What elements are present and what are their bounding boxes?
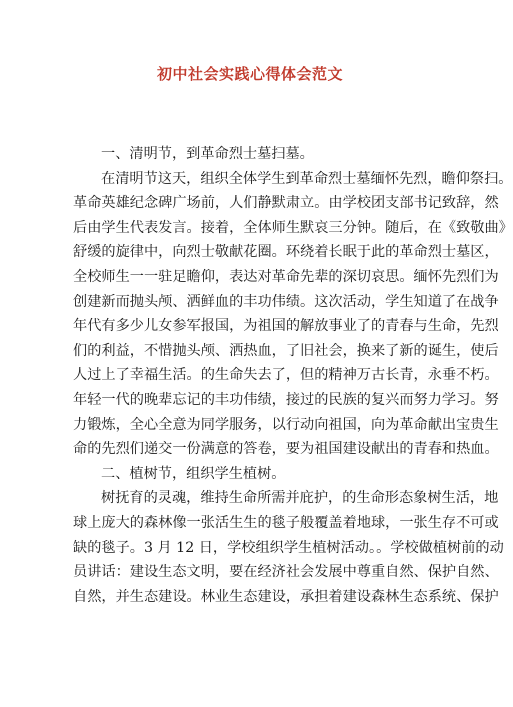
- paragraph-line: 员讲话：建设生态文明，要在经济社会发展中尊重自然、保护自然、: [73, 564, 499, 581]
- paragraph-line: 自然，并生态建设。林业生态建设，承担着建设森林生态系统、保护: [73, 588, 499, 605]
- paragraph-line: 缺的毯子。3 月 12 日，学校组织学生植树活动。。学校做植树前的动: [73, 539, 504, 556]
- section-heading-qingming: 一、清明节，到革命烈士墓扫墓。: [101, 146, 314, 162]
- paragraph-line: 全校师生一一驻足瞻仰，表达对革命先辈的深切哀思。缅怀先烈们为: [73, 268, 499, 285]
- paragraph-line: 球上庞大的森林像一张活生生的毯子般覆盖着地球，一张生存不可或: [73, 514, 499, 531]
- paragraph-line: 人过上了幸福生活。的生命失去了，但的精神万古长青，永垂不朽。: [73, 367, 499, 384]
- paragraph-line: 树抚育的灵魂，维持生命所需并庇护，的生命形态象树生活，地: [101, 490, 499, 507]
- paragraph-line: 命的先烈们递交一份满意的答卷，要为祖国建设献出的青春和热血。: [73, 441, 499, 458]
- paragraph-line: 革命英雄纪念碑广场前，人们静默肃立。由学校团支部书记致辞，然: [73, 195, 499, 212]
- document-title: 初中社会实践心得体会范文: [156, 65, 343, 83]
- paragraph-line: 年代有多少儿女参军报国，为祖国的解放事业了的青春与生命，先烈: [73, 318, 499, 335]
- paragraph-line: 后由学生代表发言。接着，全体师生默哀三分钟。随后，在《致敬曲》: [73, 219, 513, 236]
- document-body: [73, 142, 513, 609]
- paragraph-line: 年轻一代的晚辈忘记的丰功伟绩，接过的民族的复兴而努力学习。努: [73, 391, 499, 408]
- paragraph-line: 创建新而抛头颅、洒鲜血的丰功伟绩。这次活动，学生知道了在战争: [73, 293, 499, 310]
- paragraph-line: 力锻炼，全心全意为同学服务，以行动向祖国，向为革命献出宝贵生: [73, 416, 499, 433]
- paragraph-line: 舒缓的旋律中，向烈士敬献花圈。环绕着长眠于此的革命烈士墓区，: [73, 244, 499, 261]
- paragraph-line: 在清明节这天，组织全体学生到革命烈士墓缅怀先烈，瞻仰祭扫。: [101, 170, 513, 187]
- section-heading-zhishu: 二、植树节，组织学生植树。: [101, 465, 286, 482]
- paragraph-line: 们的利益，不惜抛头颅、洒热血，了旧社会，换来了新的诞生，使后: [73, 342, 499, 359]
